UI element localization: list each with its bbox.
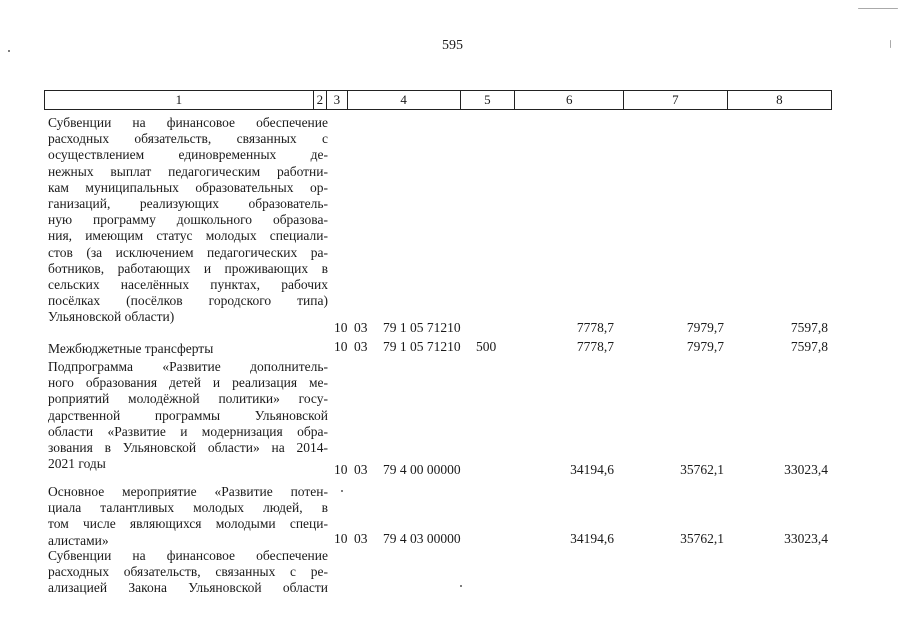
row-description — [48, 548, 328, 597]
description-line: стов (за исключением педагогических ра- — [48, 244, 328, 260]
cell-csr: 79 4 03 00000 — [383, 531, 461, 546]
description-line: ния, имеющим статус молодых специали- — [48, 228, 328, 244]
cell-rz: 10 — [334, 462, 348, 477]
description-line: посёлках (посёлков городского типа) — [48, 293, 328, 309]
row-description — [48, 484, 328, 549]
cell-col6: 7778,7 — [576, 320, 614, 335]
header-cell: 3 — [327, 91, 348, 109]
description-line: ботников, работающих и проживающих в — [48, 260, 328, 276]
scan-edge-mark — [890, 40, 891, 48]
description-line: 2021 годы — [48, 456, 106, 472]
description-line: Основное мероприятие «Развитие потен- — [48, 484, 328, 499]
description-line: циала талантливых молодых людей, в — [48, 500, 328, 516]
row-description — [48, 359, 328, 472]
header-cell: 8 — [776, 92, 783, 107]
cell-col7: 35762,1 — [680, 531, 724, 546]
cell-rz: 10 — [334, 339, 348, 354]
header-cell: 7 — [624, 91, 727, 109]
description-line: зования в Ульяновской области» на 2014- — [48, 440, 328, 456]
description-line: алистами» — [48, 532, 109, 548]
scan-speck — [460, 585, 462, 587]
header-cell: 6 — [515, 91, 624, 109]
description-line: области «Развитие и модернизация обра- — [48, 423, 328, 439]
description-line: ализацией Закона Ульяновской области — [48, 580, 328, 596]
cell-rz: 10 — [334, 531, 348, 546]
cell-col7: 7979,7 — [686, 320, 724, 335]
cell-col7: 35762,1 — [680, 462, 724, 477]
cell-csr: 79 1 05 71210 — [383, 339, 461, 354]
description-line: том числе являющихся молодыми специ- — [48, 516, 328, 532]
row-description — [48, 115, 328, 326]
cell-rz: 10 — [334, 320, 348, 335]
cell-col8: 7597,8 — [790, 339, 828, 354]
description-line: ганизаций, реализующих образователь- — [48, 196, 328, 212]
description-line: ного образования детей и реализация ме- — [48, 375, 328, 391]
description-line: дарственной программы Ульяновской — [48, 407, 328, 423]
description-line: ную программу дошкольного образова- — [48, 212, 328, 228]
scan-speck — [8, 50, 10, 52]
scan-edge-mark — [858, 8, 898, 9]
description-line: Субвенции на финансовое обеспечение — [48, 548, 328, 563]
cell-col8: 33023,4 — [784, 531, 828, 546]
description-line: роприятий молодёжной политики» госу- — [48, 391, 328, 407]
header-cell: 4 — [348, 91, 461, 109]
description-line: нежных выплат педагогическим работни- — [48, 163, 328, 179]
cell-pr: 03 — [354, 339, 368, 354]
cell-pr: 03 — [354, 531, 368, 546]
cell-col6: 7778,7 — [576, 339, 614, 354]
cell-col6: 34194,6 — [570, 462, 614, 477]
cell-col8: 7597,8 — [790, 320, 828, 335]
description-line: кам муниципальных образовательных ор- — [48, 179, 328, 195]
cell-col6: 34194,6 — [570, 531, 614, 546]
header-cell: 5 — [461, 91, 516, 109]
cell-pr: 03 — [354, 462, 368, 477]
cell-col8: 33023,4 — [784, 462, 828, 477]
cell-csr: 79 4 00 00000 — [383, 462, 461, 477]
page-number: 595 — [442, 38, 463, 53]
cell-csr: 79 1 05 71210 — [383, 320, 461, 335]
description-line: Ульяновской области) — [48, 309, 175, 325]
row-description — [48, 341, 328, 357]
description-line: расходных обязательств, связанных с ре- — [48, 564, 328, 580]
header-cell: 2 — [314, 91, 327, 109]
description-line: расходных обязательств, связанных с — [48, 131, 328, 147]
description-line: осуществлением единовременных де- — [48, 147, 328, 163]
description-line: Субвенции на финансовое обеспечение — [48, 115, 328, 130]
cell-vr: 500 — [476, 339, 497, 354]
cell-col7: 7979,7 — [686, 339, 724, 354]
cell-pr: 03 — [354, 320, 368, 335]
header-cell: 1 — [45, 91, 314, 109]
scan-speck — [341, 490, 343, 492]
description-line: Подпрограмма «Развитие дополнитель- — [48, 359, 328, 374]
description-line: Межбюджетные трансферты — [48, 341, 214, 356]
description-line: сельских населённых пунктах, рабочих — [48, 277, 328, 293]
